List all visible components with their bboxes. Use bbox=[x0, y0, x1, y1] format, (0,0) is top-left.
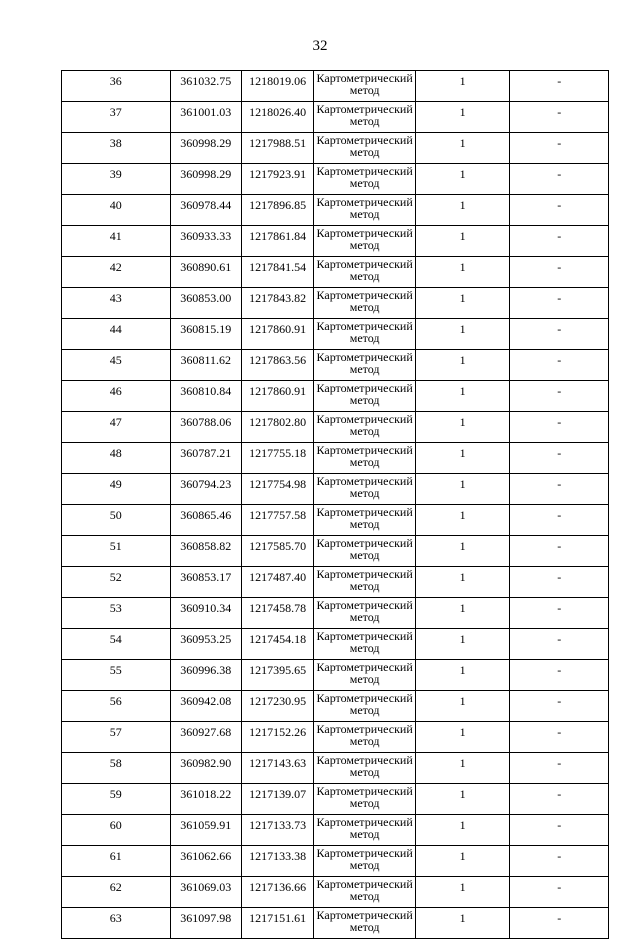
method-cell bbox=[314, 536, 416, 567]
y-coordinate-cell: 1217861.84 bbox=[241, 226, 313, 257]
method-cell bbox=[314, 815, 416, 846]
accuracy-cell: 1 bbox=[415, 288, 510, 319]
method-cell bbox=[314, 908, 416, 939]
accuracy-cell: 1 bbox=[415, 784, 510, 815]
x-coordinate-cell: 360865.46 bbox=[170, 505, 241, 536]
method-text: Картометрический метод bbox=[316, 536, 413, 562]
extra-cell: - bbox=[510, 660, 609, 691]
x-coordinate-cell: 360998.29 bbox=[170, 133, 241, 164]
method-cell bbox=[314, 412, 416, 443]
table-row bbox=[62, 722, 609, 753]
coordinates-table bbox=[61, 70, 609, 939]
accuracy-cell: 1 bbox=[415, 412, 510, 443]
accuracy-cell: 1 bbox=[415, 102, 510, 133]
accuracy-cell: 1 bbox=[415, 133, 510, 164]
extra-cell: - bbox=[510, 102, 609, 133]
point-number-cell: 57 bbox=[62, 722, 171, 753]
y-coordinate-cell: 1217802.80 bbox=[241, 412, 313, 443]
extra-cell: - bbox=[510, 288, 609, 319]
method-cell bbox=[314, 846, 416, 877]
extra-cell: - bbox=[510, 412, 609, 443]
y-coordinate-cell: 1217151.61 bbox=[241, 908, 313, 939]
y-coordinate-cell: 1217395.65 bbox=[241, 660, 313, 691]
method-text: Картометрический метод bbox=[316, 567, 413, 593]
method-text: Картометрический метод bbox=[316, 443, 413, 469]
method-cell bbox=[314, 567, 416, 598]
table-row bbox=[62, 877, 609, 908]
table-row bbox=[62, 381, 609, 412]
extra-cell: - bbox=[510, 691, 609, 722]
table-row bbox=[62, 102, 609, 133]
accuracy-cell: 1 bbox=[415, 598, 510, 629]
x-coordinate-cell: 360996.38 bbox=[170, 660, 241, 691]
method-text: Картометрический метод bbox=[316, 226, 413, 252]
method-text: Картометрический метод bbox=[316, 319, 413, 345]
method-cell bbox=[314, 877, 416, 908]
accuracy-cell: 1 bbox=[415, 660, 510, 691]
table-row bbox=[62, 660, 609, 691]
x-coordinate-cell: 360982.90 bbox=[170, 753, 241, 784]
x-coordinate-cell: 360953.25 bbox=[170, 629, 241, 660]
accuracy-cell: 1 bbox=[415, 71, 510, 102]
point-number-cell: 59 bbox=[62, 784, 171, 815]
x-coordinate-cell: 361069.03 bbox=[170, 877, 241, 908]
x-coordinate-cell: 360788.06 bbox=[170, 412, 241, 443]
point-number-cell: 56 bbox=[62, 691, 171, 722]
x-coordinate-cell: 361032.75 bbox=[170, 71, 241, 102]
table-row bbox=[62, 443, 609, 474]
extra-cell: - bbox=[510, 474, 609, 505]
y-coordinate-cell: 1217754.98 bbox=[241, 474, 313, 505]
method-cell bbox=[314, 71, 416, 102]
x-coordinate-cell: 360910.34 bbox=[170, 598, 241, 629]
table-row bbox=[62, 226, 609, 257]
method-text: Картометрический метод bbox=[316, 846, 413, 872]
x-coordinate-cell: 360927.68 bbox=[170, 722, 241, 753]
y-coordinate-cell: 1217843.82 bbox=[241, 288, 313, 319]
y-coordinate-cell: 1217896.85 bbox=[241, 195, 313, 226]
method-text: Картометрический метод bbox=[316, 71, 413, 97]
method-text: Картометрический метод bbox=[316, 815, 413, 841]
accuracy-cell: 1 bbox=[415, 722, 510, 753]
y-coordinate-cell: 1217487.40 bbox=[241, 567, 313, 598]
table-row bbox=[62, 71, 609, 102]
extra-cell: - bbox=[510, 722, 609, 753]
extra-cell: - bbox=[510, 567, 609, 598]
x-coordinate-cell: 360853.00 bbox=[170, 288, 241, 319]
accuracy-cell: 1 bbox=[415, 226, 510, 257]
x-coordinate-cell: 361018.22 bbox=[170, 784, 241, 815]
accuracy-cell: 1 bbox=[415, 319, 510, 350]
point-number-cell: 45 bbox=[62, 350, 171, 381]
extra-cell: - bbox=[510, 784, 609, 815]
accuracy-cell: 1 bbox=[415, 691, 510, 722]
table-row bbox=[62, 288, 609, 319]
point-number-cell: 49 bbox=[62, 474, 171, 505]
accuracy-cell: 1 bbox=[415, 536, 510, 567]
table-row bbox=[62, 474, 609, 505]
accuracy-cell: 1 bbox=[415, 257, 510, 288]
y-coordinate-cell: 1218019.06 bbox=[241, 71, 313, 102]
x-coordinate-cell: 361097.98 bbox=[170, 908, 241, 939]
method-text: Картометрический метод bbox=[316, 164, 413, 190]
method-text: Картометрический метод bbox=[316, 722, 413, 748]
extra-cell: - bbox=[510, 226, 609, 257]
method-text: Картометрический метод bbox=[316, 474, 413, 500]
y-coordinate-cell: 1217585.70 bbox=[241, 536, 313, 567]
table-row bbox=[62, 164, 609, 195]
extra-cell: - bbox=[510, 71, 609, 102]
point-number-cell: 55 bbox=[62, 660, 171, 691]
point-number-cell: 46 bbox=[62, 381, 171, 412]
extra-cell: - bbox=[510, 505, 609, 536]
extra-cell: - bbox=[510, 598, 609, 629]
point-number-cell: 44 bbox=[62, 319, 171, 350]
accuracy-cell: 1 bbox=[415, 753, 510, 784]
accuracy-cell: 1 bbox=[415, 567, 510, 598]
method-text: Картометрический метод bbox=[316, 691, 413, 717]
point-number-cell: 62 bbox=[62, 877, 171, 908]
point-number-cell: 39 bbox=[62, 164, 171, 195]
method-cell bbox=[314, 133, 416, 164]
x-coordinate-cell: 360794.23 bbox=[170, 474, 241, 505]
y-coordinate-cell: 1217860.91 bbox=[241, 319, 313, 350]
method-cell bbox=[314, 381, 416, 412]
point-number-cell: 40 bbox=[62, 195, 171, 226]
y-coordinate-cell: 1218026.40 bbox=[241, 102, 313, 133]
x-coordinate-cell: 360810.84 bbox=[170, 381, 241, 412]
y-coordinate-cell: 1217988.51 bbox=[241, 133, 313, 164]
extra-cell: - bbox=[510, 257, 609, 288]
table-row bbox=[62, 505, 609, 536]
x-coordinate-cell: 360998.29 bbox=[170, 164, 241, 195]
method-text: Картометрический метод bbox=[316, 350, 413, 376]
point-number-cell: 51 bbox=[62, 536, 171, 567]
extra-cell: - bbox=[510, 381, 609, 412]
x-coordinate-cell: 361059.91 bbox=[170, 815, 241, 846]
x-coordinate-cell: 360787.21 bbox=[170, 443, 241, 474]
x-coordinate-cell: 361001.03 bbox=[170, 102, 241, 133]
method-cell bbox=[314, 257, 416, 288]
table-body bbox=[62, 71, 609, 939]
method-cell bbox=[314, 660, 416, 691]
method-text: Картометрический метод bbox=[316, 133, 413, 159]
extra-cell: - bbox=[510, 195, 609, 226]
y-coordinate-cell: 1217152.26 bbox=[241, 722, 313, 753]
point-number-cell: 52 bbox=[62, 567, 171, 598]
y-coordinate-cell: 1217133.73 bbox=[241, 815, 313, 846]
table-row bbox=[62, 629, 609, 660]
y-coordinate-cell: 1217230.95 bbox=[241, 691, 313, 722]
x-coordinate-cell: 360942.08 bbox=[170, 691, 241, 722]
method-text: Картометрический метод bbox=[316, 102, 413, 128]
extra-cell: - bbox=[510, 133, 609, 164]
x-coordinate-cell: 360890.61 bbox=[170, 257, 241, 288]
method-text: Картометрический метод bbox=[316, 877, 413, 903]
method-text: Картометрический метод bbox=[316, 288, 413, 314]
table-row bbox=[62, 536, 609, 567]
point-number-cell: 38 bbox=[62, 133, 171, 164]
method-cell bbox=[314, 598, 416, 629]
method-text: Картометрический метод bbox=[316, 908, 413, 934]
table-row bbox=[62, 753, 609, 784]
method-cell bbox=[314, 722, 416, 753]
point-number-cell: 58 bbox=[62, 753, 171, 784]
extra-cell: - bbox=[510, 319, 609, 350]
table-row bbox=[62, 908, 609, 939]
x-coordinate-cell: 360815.19 bbox=[170, 319, 241, 350]
method-text: Картометрический метод bbox=[316, 660, 413, 686]
method-text: Картометрический метод bbox=[316, 257, 413, 283]
method-text: Картометрический метод bbox=[316, 629, 413, 655]
point-number-cell: 37 bbox=[62, 102, 171, 133]
extra-cell: - bbox=[510, 350, 609, 381]
extra-cell: - bbox=[510, 443, 609, 474]
point-number-cell: 42 bbox=[62, 257, 171, 288]
accuracy-cell: 1 bbox=[415, 505, 510, 536]
point-number-cell: 50 bbox=[62, 505, 171, 536]
table-row bbox=[62, 846, 609, 877]
point-number-cell: 54 bbox=[62, 629, 171, 660]
x-coordinate-cell: 360853.17 bbox=[170, 567, 241, 598]
accuracy-cell: 1 bbox=[415, 629, 510, 660]
y-coordinate-cell: 1217136.66 bbox=[241, 877, 313, 908]
y-coordinate-cell: 1217755.18 bbox=[241, 443, 313, 474]
point-number-cell: 41 bbox=[62, 226, 171, 257]
method-cell bbox=[314, 691, 416, 722]
point-number-cell: 47 bbox=[62, 412, 171, 443]
point-number-cell: 63 bbox=[62, 908, 171, 939]
method-cell bbox=[314, 319, 416, 350]
x-coordinate-cell: 360811.62 bbox=[170, 350, 241, 381]
point-number-cell: 43 bbox=[62, 288, 171, 319]
extra-cell: - bbox=[510, 753, 609, 784]
y-coordinate-cell: 1217139.07 bbox=[241, 784, 313, 815]
y-coordinate-cell: 1217841.54 bbox=[241, 257, 313, 288]
method-cell bbox=[314, 753, 416, 784]
y-coordinate-cell: 1217923.91 bbox=[241, 164, 313, 195]
y-coordinate-cell: 1217860.91 bbox=[241, 381, 313, 412]
method-cell bbox=[314, 474, 416, 505]
accuracy-cell: 1 bbox=[415, 350, 510, 381]
method-cell bbox=[314, 505, 416, 536]
accuracy-cell: 1 bbox=[415, 908, 510, 939]
method-text: Картометрический метод bbox=[316, 381, 413, 407]
x-coordinate-cell: 360978.44 bbox=[170, 195, 241, 226]
y-coordinate-cell: 1217757.58 bbox=[241, 505, 313, 536]
method-cell bbox=[314, 164, 416, 195]
y-coordinate-cell: 1217454.18 bbox=[241, 629, 313, 660]
extra-cell: - bbox=[510, 877, 609, 908]
table-row bbox=[62, 567, 609, 598]
point-number-cell: 53 bbox=[62, 598, 171, 629]
point-number-cell: 60 bbox=[62, 815, 171, 846]
method-cell bbox=[314, 784, 416, 815]
method-text: Картометрический метод bbox=[316, 195, 413, 221]
accuracy-cell: 1 bbox=[415, 195, 510, 226]
method-cell bbox=[314, 102, 416, 133]
method-cell bbox=[314, 629, 416, 660]
accuracy-cell: 1 bbox=[415, 474, 510, 505]
method-text: Картометрический метод bbox=[316, 784, 413, 810]
point-number-cell: 61 bbox=[62, 846, 171, 877]
extra-cell: - bbox=[510, 629, 609, 660]
accuracy-cell: 1 bbox=[415, 846, 510, 877]
x-coordinate-cell: 361062.66 bbox=[170, 846, 241, 877]
method-text: Картометрический метод bbox=[316, 412, 413, 438]
accuracy-cell: 1 bbox=[415, 381, 510, 412]
extra-cell: - bbox=[510, 164, 609, 195]
table-row bbox=[62, 598, 609, 629]
x-coordinate-cell: 360933.33 bbox=[170, 226, 241, 257]
point-number-cell: 36 bbox=[62, 71, 171, 102]
method-cell bbox=[314, 226, 416, 257]
table-row bbox=[62, 350, 609, 381]
extra-cell: - bbox=[510, 908, 609, 939]
extra-cell: - bbox=[510, 815, 609, 846]
method-cell bbox=[314, 350, 416, 381]
method-text: Картометрический метод bbox=[316, 753, 413, 779]
y-coordinate-cell: 1217863.56 bbox=[241, 350, 313, 381]
table-row bbox=[62, 691, 609, 722]
y-coordinate-cell: 1217458.78 bbox=[241, 598, 313, 629]
table-row bbox=[62, 257, 609, 288]
table-row bbox=[62, 133, 609, 164]
x-coordinate-cell: 360858.82 bbox=[170, 536, 241, 567]
method-cell bbox=[314, 288, 416, 319]
extra-cell: - bbox=[510, 536, 609, 567]
accuracy-cell: 1 bbox=[415, 443, 510, 474]
page-number: 32 bbox=[312, 38, 328, 54]
y-coordinate-cell: 1217143.63 bbox=[241, 753, 313, 784]
accuracy-cell: 1 bbox=[415, 164, 510, 195]
accuracy-cell: 1 bbox=[415, 815, 510, 846]
table-row bbox=[62, 412, 609, 443]
accuracy-cell: 1 bbox=[415, 877, 510, 908]
point-number-cell: 48 bbox=[62, 443, 171, 474]
method-cell bbox=[314, 443, 416, 474]
y-coordinate-cell: 1217133.38 bbox=[241, 846, 313, 877]
method-text: Картометрический метод bbox=[316, 598, 413, 624]
table-row bbox=[62, 195, 609, 226]
method-text: Картометрический метод bbox=[316, 505, 413, 531]
table-row bbox=[62, 815, 609, 846]
table-row bbox=[62, 784, 609, 815]
table-row bbox=[62, 319, 609, 350]
extra-cell: - bbox=[510, 846, 609, 877]
method-cell bbox=[314, 195, 416, 226]
